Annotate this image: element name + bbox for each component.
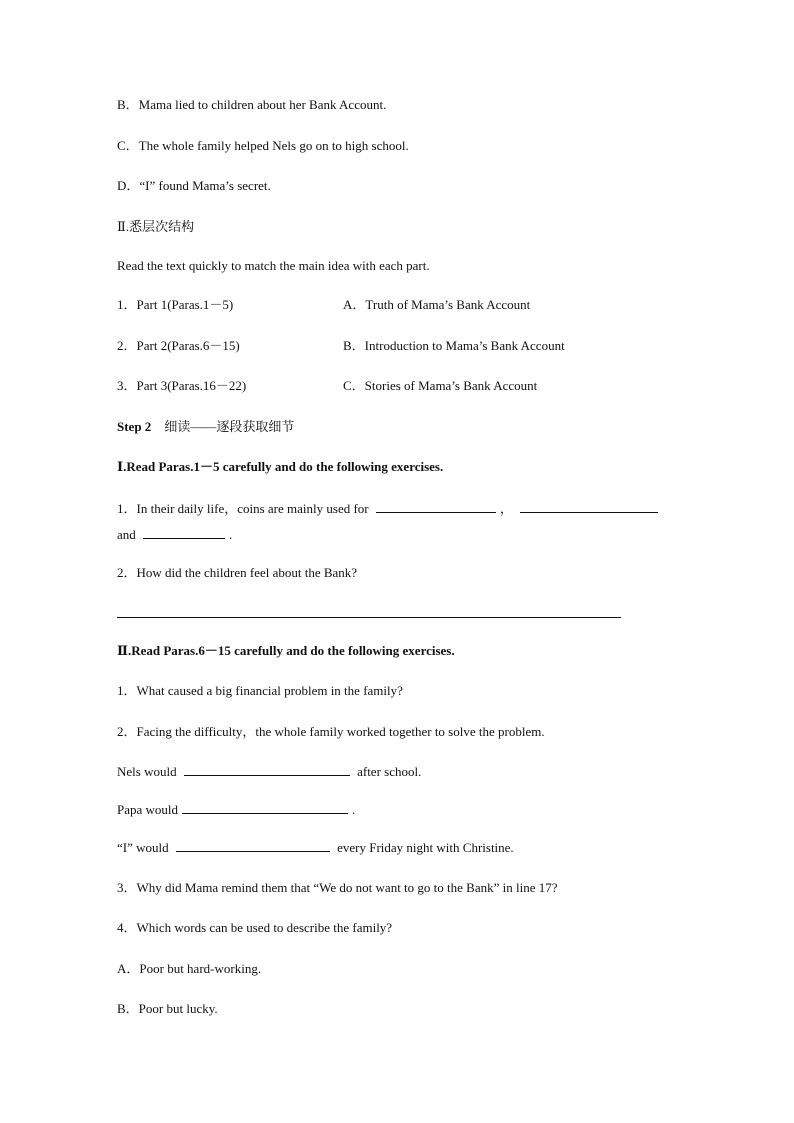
option-c: C．The whole family helped Nels go on to high school. <box>117 138 409 153</box>
s2-question-1: 1．What caused a big financial problem in the family? <box>117 683 403 698</box>
s2-option-a: A．Poor but hard-working. <box>117 961 262 976</box>
answer-blank[interactable] <box>176 839 330 852</box>
section-heading-structure: Ⅱ.悉层次结构 <box>117 219 195 234</box>
s2-question-4: 4．Which words can be used to describe the family? <box>117 920 393 935</box>
idea-a: A．Truth of Mama’s Bank Account <box>343 297 531 312</box>
part-2: 2．Part 2(Paras.6－15) <box>117 338 240 353</box>
papa-label: Papa would <box>117 802 179 817</box>
answer-blank[interactable] <box>184 763 350 776</box>
nels-label: Nels would <box>117 764 177 779</box>
step2-label: Step 2 <box>117 419 152 434</box>
answer-blank[interactable] <box>520 500 658 513</box>
s2-option-b: B．Poor but lucky. <box>117 1001 218 1016</box>
question-text: 1．In their daily life，coins are mainly used for <box>117 501 369 516</box>
question-2: 2．How did the children feel about the Bank? <box>117 565 358 580</box>
i-end: every Friday night with Christine. <box>337 840 514 855</box>
answer-blank[interactable] <box>376 500 496 513</box>
idea-b: B．Introduction to Mama’s Bank Account <box>343 338 565 353</box>
question-1 <box>117 500 662 517</box>
papa-end: . <box>352 802 356 817</box>
papa-line <box>117 801 355 818</box>
option-d: D．“I” found Mama’s secret. <box>117 178 271 193</box>
idea-c: C．Stories of Mama’s Bank Account <box>343 378 538 393</box>
answer-blank[interactable] <box>143 526 225 539</box>
answer-blank[interactable] <box>182 801 348 814</box>
step2-heading <box>117 419 294 435</box>
s2-question-3: 3．Why did Mama remind them that “We do not want to go to the Bank” in line 17? <box>117 880 558 895</box>
nels-line <box>117 763 421 780</box>
comma: ， <box>499 501 513 516</box>
period: . <box>229 527 233 542</box>
and-text: and <box>117 527 136 542</box>
section1-heading: Ⅰ.Read Paras.1－5 carefully and do the following exercises. <box>117 459 444 474</box>
nels-end: after school. <box>357 764 422 779</box>
question-1-cont <box>117 526 232 543</box>
step2-title: 细读——逐段获取细节 <box>164 419 295 434</box>
i-label: “I” would <box>117 840 169 855</box>
section2-heading: Ⅱ.Read Paras.6－15 carefully and do the following exercises. <box>117 643 455 658</box>
part-3: 3．Part 3(Paras.16－22) <box>117 378 247 393</box>
instruction: Read the text quickly to match the main idea with each part. <box>117 258 430 273</box>
option-b: B．Mama lied to children about her Bank Account. <box>117 97 387 112</box>
part-1: 1．Part 1(Paras.1－5) <box>117 297 234 312</box>
answer-line[interactable] <box>117 617 621 618</box>
s2-question-2: 2．Facing the difficulty，the whole family worked together to solve the problem. <box>117 724 545 739</box>
i-line <box>117 839 514 856</box>
